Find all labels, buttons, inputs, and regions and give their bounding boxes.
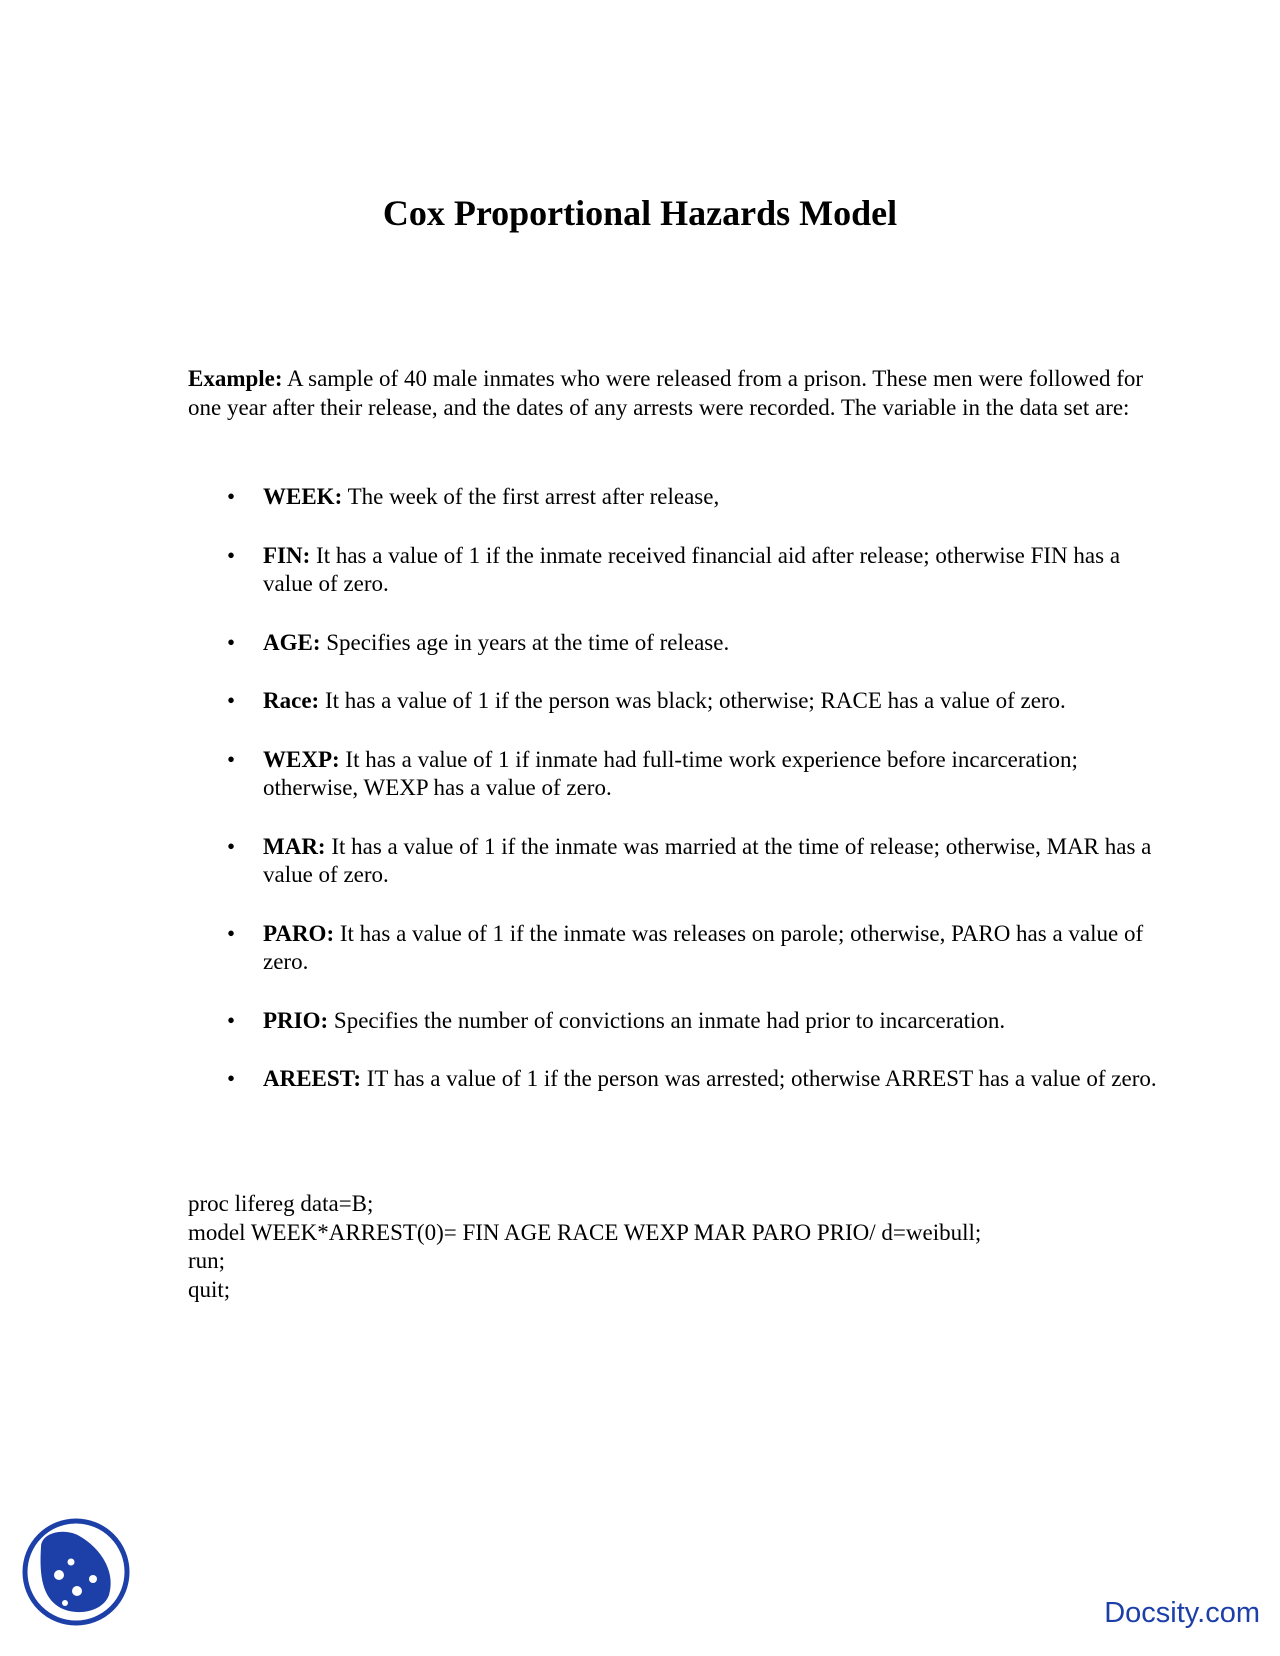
code-line: run; xyxy=(188,1248,226,1273)
list-item xyxy=(188,1065,1168,1094)
list-item xyxy=(188,833,1168,890)
bullet-icon: • xyxy=(227,920,236,946)
variable-description: It has a value of 1 if the inmate was releases on parole; otherwise, PARO has a value of zero. xyxy=(263,920,1144,974)
variable-name: FIN: xyxy=(263,542,311,568)
docsity-logo-icon[interactable] xyxy=(21,1517,131,1627)
code-line: model WEEK*ARREST(0)= FIN AGE RACE WEXP MAR PARO PRIO/ d=weibull; xyxy=(188,1219,982,1245)
variable-description: The week of the first arrest after release, xyxy=(342,484,720,509)
list-item xyxy=(188,483,1168,512)
list-item xyxy=(188,1007,1168,1036)
variable-name: AREEST: xyxy=(263,1066,361,1091)
brand-link[interactable]: Docsity.com xyxy=(1104,1597,1260,1629)
bullet-icon: • xyxy=(227,746,236,772)
list-item xyxy=(188,687,1168,716)
code-line: proc lifereg data=B; xyxy=(188,1191,374,1216)
variable-list xyxy=(188,483,1168,1124)
variable-description: IT has a value of 1 if the person was arrested; otherwise ARREST has a value of zero. xyxy=(361,1066,1157,1091)
variable-name: AGE: xyxy=(263,629,321,655)
variable-name: WEXP: xyxy=(263,746,340,772)
variable-description: It has a value of 1 if inmate had full-time work experience before incarceration; otherwise, WEXP has a value of zero. xyxy=(263,746,1078,800)
code-line: quit; xyxy=(188,1276,231,1302)
intro-label: Example: xyxy=(188,366,283,391)
list-item xyxy=(188,629,1168,658)
variable-name: PARO: xyxy=(263,920,335,946)
list-item xyxy=(188,542,1168,599)
bullet-icon: • xyxy=(227,484,236,509)
bullet-icon: • xyxy=(227,629,236,655)
variable-name: Race: xyxy=(263,688,320,713)
variable-name: PRIO: xyxy=(263,1007,329,1033)
list-item xyxy=(188,746,1168,803)
code-block xyxy=(188,1190,1168,1304)
variable-description: It has a value of 1 if the inmate received financial aid after release; otherwise FIN has a value of zero. xyxy=(263,542,1121,596)
intro-paragraph xyxy=(188,365,1168,422)
variable-description: It has a value of 1 if the inmate was married at the time of release; otherwise, MAR has a value of zero. xyxy=(263,833,1152,887)
bullet-icon: • xyxy=(227,1066,236,1091)
intro-text: A sample of 40 male inmates who were released from a prison. These men were followed for one year after their release, and the dates of any arrests were recorded. The variable in the data set are: xyxy=(188,366,1144,420)
variable-description: It has a value of 1 if the person was black; otherwise; RACE has a value of zero. xyxy=(319,688,1066,713)
list-item xyxy=(188,920,1168,977)
variable-description: Specifies the number of convictions an inmate had prior to incarceration. xyxy=(328,1007,1006,1033)
bullet-icon: • xyxy=(227,833,236,859)
bullet-icon: • xyxy=(227,542,236,568)
page-title: Cox Proportional Hazards Model xyxy=(382,193,898,233)
variable-description: Specifies age in years at the time of release. xyxy=(320,629,730,655)
bullet-icon: • xyxy=(227,688,236,713)
variable-name: WEEK: xyxy=(263,484,343,509)
variable-name: MAR: xyxy=(263,833,326,859)
bullet-icon: • xyxy=(227,1007,236,1033)
